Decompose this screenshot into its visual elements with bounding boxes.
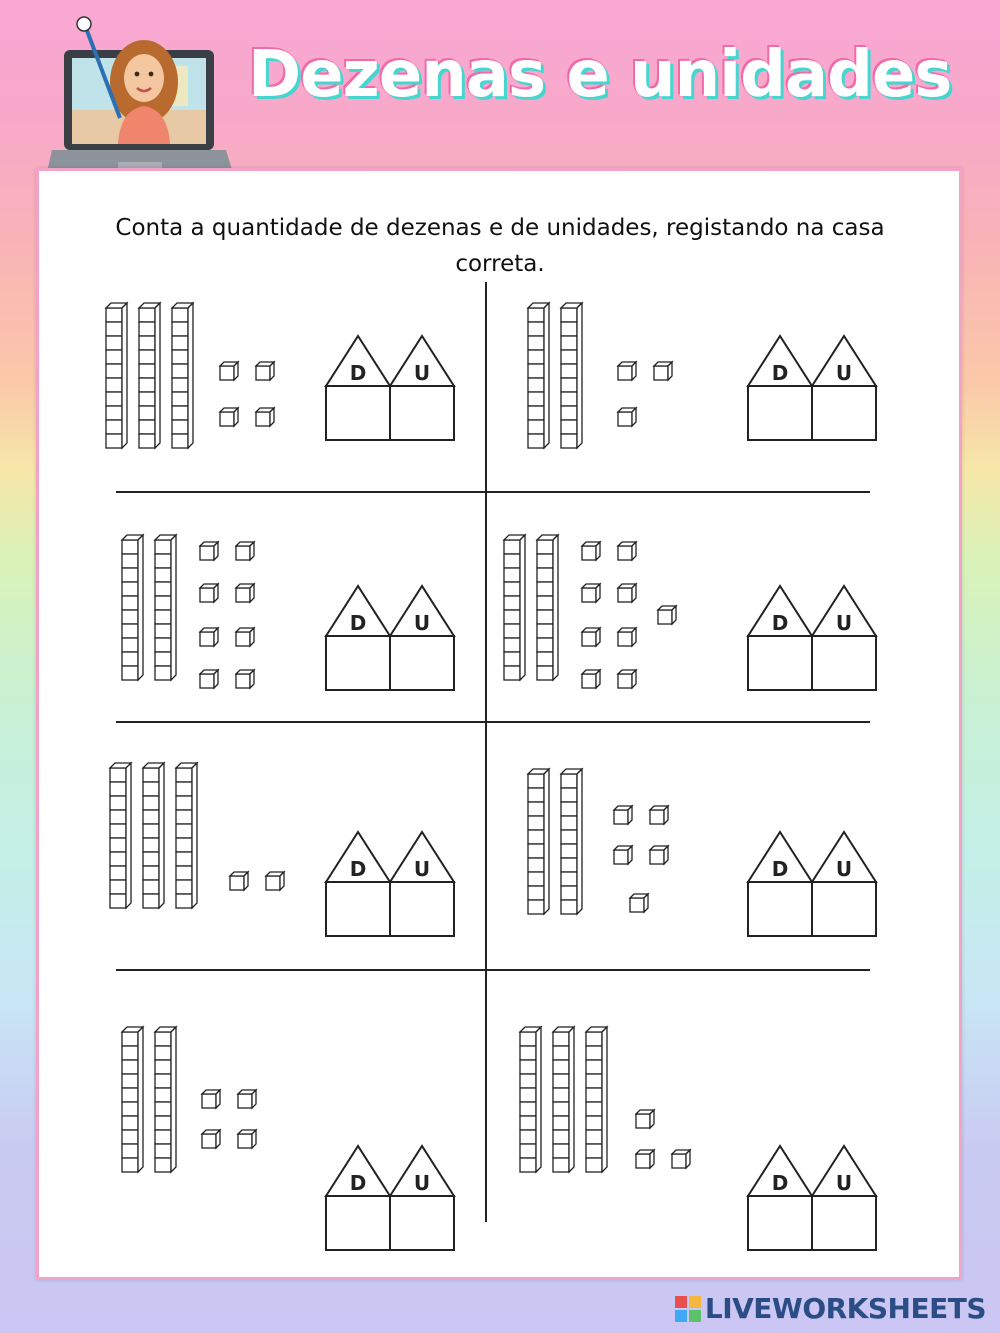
instruction-text: Conta a quantidade de dezenas e de unidades, registando na casa correta. — [115, 215, 885, 277]
tens-rod — [553, 1027, 574, 1172]
units-answer-box[interactable] — [390, 636, 454, 690]
unit-cube — [582, 628, 600, 646]
unit-cube — [236, 670, 254, 688]
place-value-house — [748, 586, 876, 690]
units-answer-box[interactable] — [812, 386, 876, 440]
brand-name: LIVEWORKSHEETS — [704, 1292, 986, 1325]
units-label: U — [413, 1171, 431, 1195]
unit-cube — [236, 584, 254, 602]
tens-rod — [586, 1027, 607, 1172]
tens-answer-box[interactable] — [748, 386, 812, 440]
tens-rod — [122, 1027, 143, 1172]
liveworksheets-logo-icon — [675, 1296, 701, 1322]
tens-rod — [561, 303, 582, 448]
units-label: U — [413, 857, 431, 881]
tens-rod — [110, 763, 131, 908]
unit-cube — [636, 1150, 654, 1168]
exercise-2 — [528, 303, 876, 448]
unit-cube — [200, 584, 218, 602]
tens-answer-box[interactable] — [326, 636, 390, 690]
tens-rod — [528, 303, 549, 448]
tens-rod — [172, 303, 193, 448]
tens-label: D — [349, 1171, 367, 1195]
tens-rod — [561, 769, 582, 914]
units-answer-box[interactable] — [390, 1196, 454, 1250]
unit-cube — [238, 1090, 256, 1108]
tens-rod — [504, 535, 525, 680]
place-value-house — [748, 1146, 876, 1250]
units-label: U — [835, 857, 853, 881]
exercise-3 — [122, 535, 454, 690]
units-answer-box[interactable] — [812, 1196, 876, 1250]
unit-cube — [618, 362, 636, 380]
tens-label: D — [771, 1171, 789, 1195]
page-title: Dezenas e unidades — [248, 38, 952, 112]
tens-label: D — [349, 857, 367, 881]
unit-cube — [672, 1150, 690, 1168]
tens-answer-box[interactable] — [748, 1196, 812, 1250]
unit-cube — [658, 606, 676, 624]
unit-cube — [220, 362, 238, 380]
tens-label: D — [771, 857, 789, 881]
footer-brand — [675, 1292, 986, 1325]
unit-cube — [236, 542, 254, 560]
tens-label: D — [349, 361, 367, 385]
unit-cube — [582, 542, 600, 560]
unit-cube — [256, 408, 274, 426]
unit-cube — [220, 408, 238, 426]
unit-cube — [202, 1130, 220, 1148]
unit-cube — [618, 628, 636, 646]
tens-rod — [139, 303, 160, 448]
unit-cube — [238, 1130, 256, 1148]
unit-cube — [654, 362, 672, 380]
tens-answer-box[interactable] — [326, 882, 390, 936]
place-value-house — [326, 1146, 454, 1250]
unit-cube — [618, 542, 636, 560]
unit-cube — [630, 894, 648, 912]
unit-cube — [200, 670, 218, 688]
unit-cube — [582, 670, 600, 688]
unit-cube — [618, 408, 636, 426]
place-value-house — [326, 336, 454, 440]
unit-cube — [230, 872, 248, 890]
exercise-1 — [106, 303, 454, 448]
units-label: U — [835, 611, 853, 635]
exercise-5 — [110, 763, 454, 936]
exercise-6 — [528, 769, 876, 936]
unit-cube — [614, 846, 632, 864]
unit-cube — [636, 1110, 654, 1128]
tens-answer-box[interactable] — [748, 636, 812, 690]
unit-cube — [582, 584, 600, 602]
tens-rod — [176, 763, 197, 908]
units-label: U — [835, 1171, 853, 1195]
unit-cube — [618, 584, 636, 602]
exercise-4 — [504, 535, 876, 690]
tens-rod — [155, 1027, 176, 1172]
unit-cube — [614, 806, 632, 824]
place-value-house — [748, 832, 876, 936]
units-answer-box[interactable] — [390, 882, 454, 936]
tens-label: D — [349, 611, 367, 635]
tens-label: D — [771, 611, 789, 635]
tens-answer-box[interactable] — [326, 386, 390, 440]
unit-cube — [256, 362, 274, 380]
tens-rod — [520, 1027, 541, 1172]
exercise-7 — [122, 1027, 454, 1250]
tens-rod — [143, 763, 164, 908]
tens-rod — [122, 535, 143, 680]
unit-cube — [618, 670, 636, 688]
tens-label: D — [771, 361, 789, 385]
unit-cube — [200, 542, 218, 560]
place-value-house — [748, 336, 876, 440]
units-label: U — [413, 611, 431, 635]
units-answer-box[interactable] — [812, 882, 876, 936]
units-label: U — [413, 361, 431, 385]
tens-rod — [537, 535, 558, 680]
place-value-house — [326, 832, 454, 936]
unit-cube — [650, 806, 668, 824]
units-answer-box[interactable] — [812, 636, 876, 690]
unit-cube — [202, 1090, 220, 1108]
tens-answer-box[interactable] — [326, 1196, 390, 1250]
unit-cube — [236, 628, 254, 646]
unit-cube — [266, 872, 284, 890]
exercise-8 — [520, 1027, 876, 1250]
unit-cube — [200, 628, 218, 646]
tens-answer-box[interactable] — [748, 882, 812, 936]
place-value-house — [326, 586, 454, 690]
units-label: U — [835, 361, 853, 385]
tens-rod — [155, 535, 176, 680]
tens-rod — [106, 303, 127, 448]
tens-rod — [528, 769, 549, 914]
unit-cube — [650, 846, 668, 864]
units-answer-box[interactable] — [390, 386, 454, 440]
